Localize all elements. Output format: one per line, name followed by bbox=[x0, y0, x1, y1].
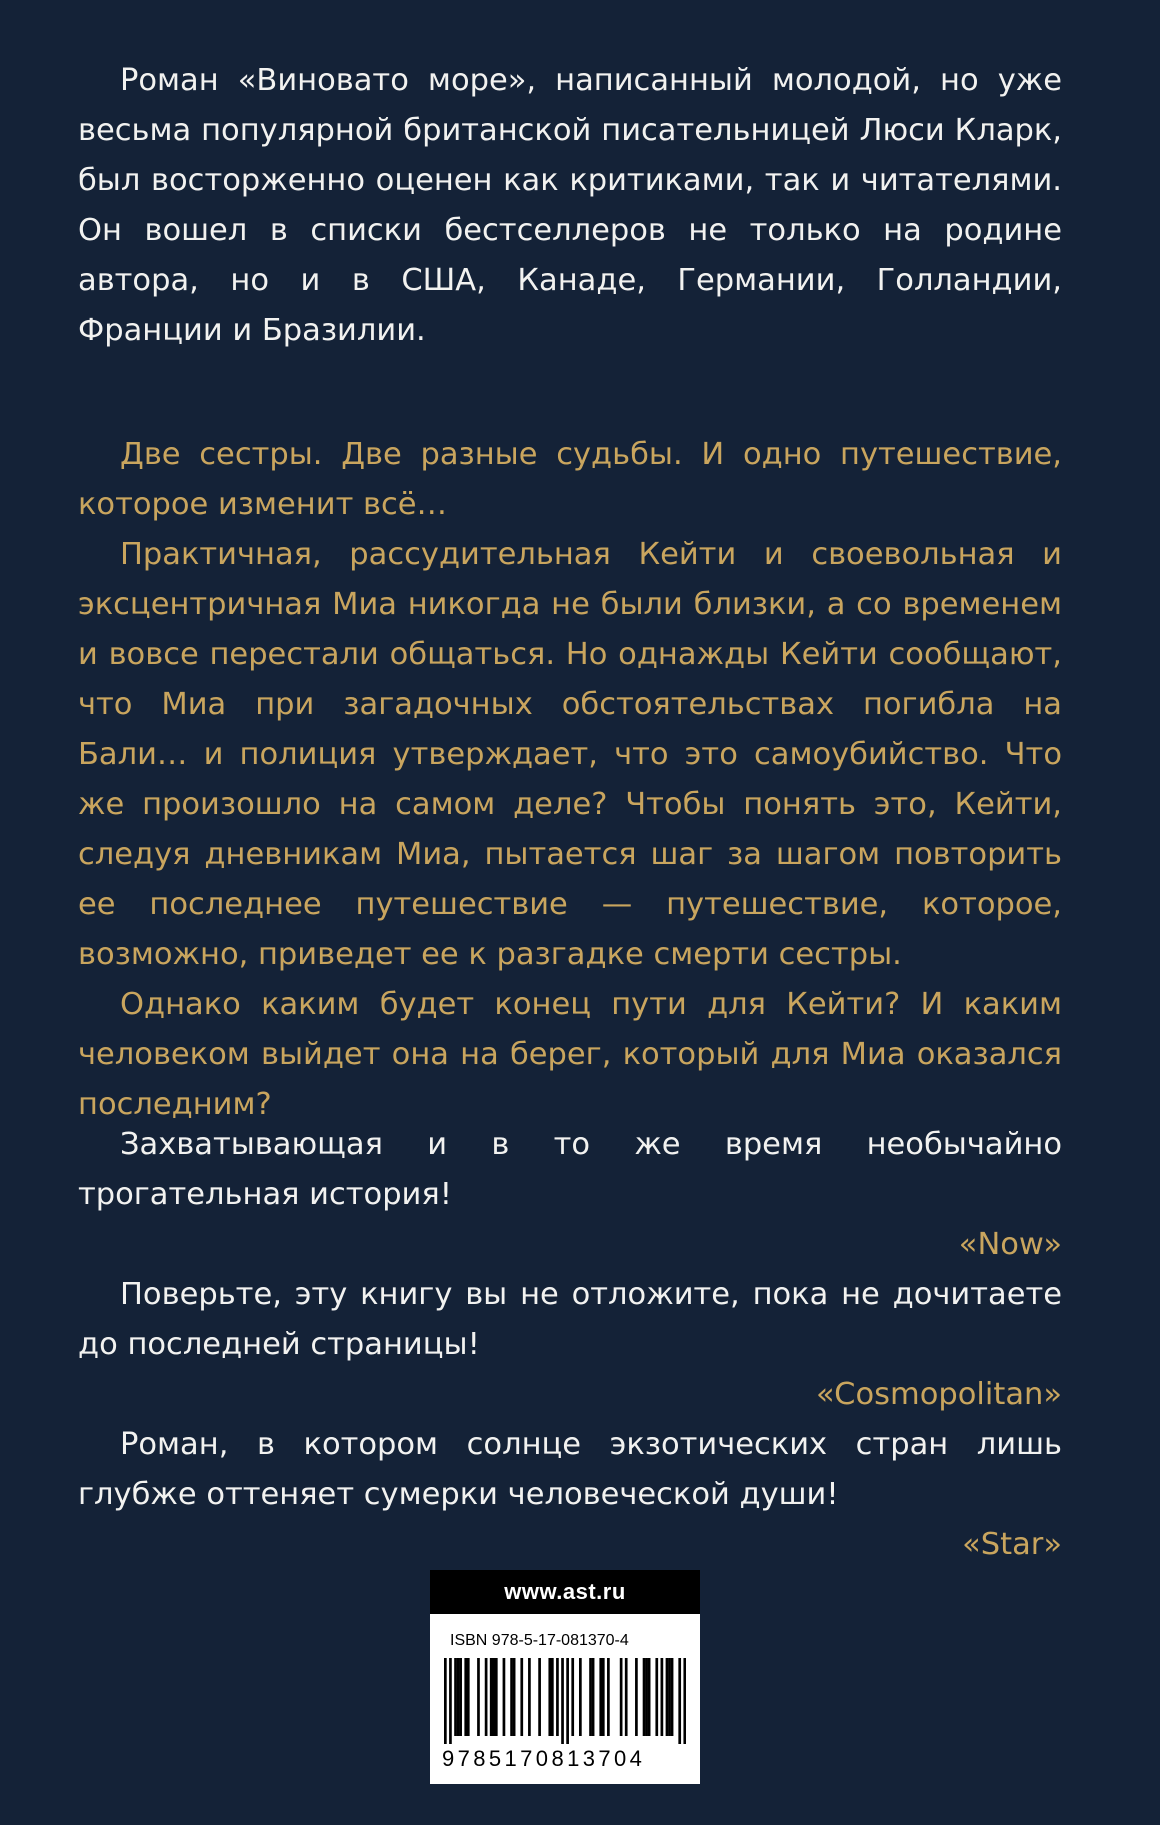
review-quote: Роман, в котором солнце экзотических стран лишь глубже оттеняет сумерки человеческой души! bbox=[78, 1427, 1062, 1512]
isbn-label: ISBN 978-5-17-081370-4 bbox=[450, 1632, 629, 1649]
barcode-bar bbox=[625, 1658, 628, 1736]
barcode-bar bbox=[571, 1658, 574, 1736]
barcode-bar bbox=[457, 1658, 460, 1736]
barcode-bar bbox=[648, 1658, 651, 1736]
barcode-bar bbox=[444, 1658, 447, 1744]
barcode-bar bbox=[538, 1658, 541, 1736]
barcode-bar bbox=[520, 1658, 523, 1736]
barcode-bar bbox=[459, 1658, 462, 1736]
barcode-bar bbox=[510, 1658, 513, 1736]
barcode-bar bbox=[668, 1658, 671, 1736]
review-item bbox=[78, 1120, 1062, 1270]
barcode-bar bbox=[589, 1658, 592, 1736]
barcode-bar bbox=[678, 1658, 681, 1744]
barcode-bar bbox=[503, 1658, 506, 1736]
barcode-bar bbox=[579, 1658, 582, 1736]
review-quote: Поверьте, эту книгу вы не отложите, пока не дочитаете до последней страницы! bbox=[78, 1277, 1062, 1362]
reviews-block bbox=[78, 1120, 1062, 1570]
barcode-bar bbox=[655, 1658, 658, 1736]
barcode-bar bbox=[602, 1658, 605, 1736]
intro-block bbox=[78, 56, 1062, 356]
barcode-bar bbox=[683, 1658, 686, 1744]
barcode-bar bbox=[666, 1658, 669, 1736]
barcode-bar bbox=[492, 1658, 495, 1736]
barcode-bar bbox=[556, 1658, 559, 1736]
synopsis-block bbox=[78, 430, 1062, 1130]
barcode-bar bbox=[490, 1658, 493, 1736]
barcode-bar bbox=[551, 1658, 554, 1736]
synopsis-paragraph: Практичная, рассудительная Кейти и своевольная и эксцентричная Миа никогда не были близки, а со временем и вовсе перестали общаться. Но однажды Кейти сообщают, что Миа при загадочных обстоятельствах погибла на Бали… и полиция утверждает, что это самоубийство. Что же произошло на самом деле? Чтобы понять это, Кейти, следуя дневникам Миа, пытается шаг за шагом повторить ее последнее путешествие — путешествие, которое, возможно, приведет ее к разгадке смерти сестры. bbox=[78, 537, 1062, 972]
synopsis-paragraph: Две сестры. Две разные судьбы. И одно путешествие, которое изменит всё… bbox=[78, 437, 1062, 522]
barcode-bar bbox=[661, 1658, 664, 1736]
barcode-bar bbox=[449, 1658, 452, 1744]
barcode-bar bbox=[643, 1658, 646, 1736]
review-item bbox=[78, 1270, 1062, 1420]
synopsis-paragraph: Однако каким будет конец пути для Кейти? И каким человеком выйдет она на берег, который для Миа оказался последним? bbox=[78, 987, 1062, 1122]
barcode-bar bbox=[599, 1658, 602, 1736]
barcode-bar bbox=[671, 1658, 674, 1736]
review-quote: Захватывающая и в то же время необычайно трогательная история! bbox=[78, 1127, 1062, 1212]
barcode-bar bbox=[607, 1658, 610, 1736]
barcode-bar bbox=[495, 1658, 498, 1736]
review-source: «Now» bbox=[958, 1227, 1062, 1262]
barcode-bar bbox=[548, 1658, 551, 1736]
barcode-bar bbox=[464, 1658, 467, 1736]
barcode-bar bbox=[566, 1658, 569, 1744]
barcode-bar bbox=[485, 1658, 488, 1736]
barcode-bar bbox=[561, 1658, 564, 1744]
intro-paragraph: Роман «Виновато море», написанный молодой, но уже весьма популярной британской писательницей Люси Кларк, был восторженно оценен как критиками, так и читателями. Он вошел в списки бестселлеров не только на родине автора, но и в США, Канаде, Германии, Голландии, Франции и Бразилии. bbox=[78, 63, 1062, 348]
barcode-digits: 9785170813704 bbox=[442, 1746, 646, 1771]
review-source: «Cosmopolitan» bbox=[816, 1377, 1062, 1412]
barcode-bar bbox=[592, 1658, 595, 1736]
barcode-bar bbox=[477, 1658, 480, 1736]
barcode-bar bbox=[528, 1658, 531, 1736]
barcode-bar bbox=[635, 1658, 638, 1736]
barcode-bar bbox=[620, 1658, 623, 1736]
barcode-bar bbox=[645, 1658, 648, 1736]
review-item bbox=[78, 1420, 1062, 1570]
review-source: «Star» bbox=[962, 1527, 1062, 1562]
barcode-image bbox=[444, 1658, 686, 1744]
barcode-bar bbox=[513, 1658, 516, 1736]
barcode-bar bbox=[454, 1658, 457, 1736]
barcode-bar bbox=[467, 1658, 470, 1736]
barcode-box bbox=[430, 1570, 700, 1784]
publisher-site: www.ast.ru bbox=[430, 1570, 700, 1614]
